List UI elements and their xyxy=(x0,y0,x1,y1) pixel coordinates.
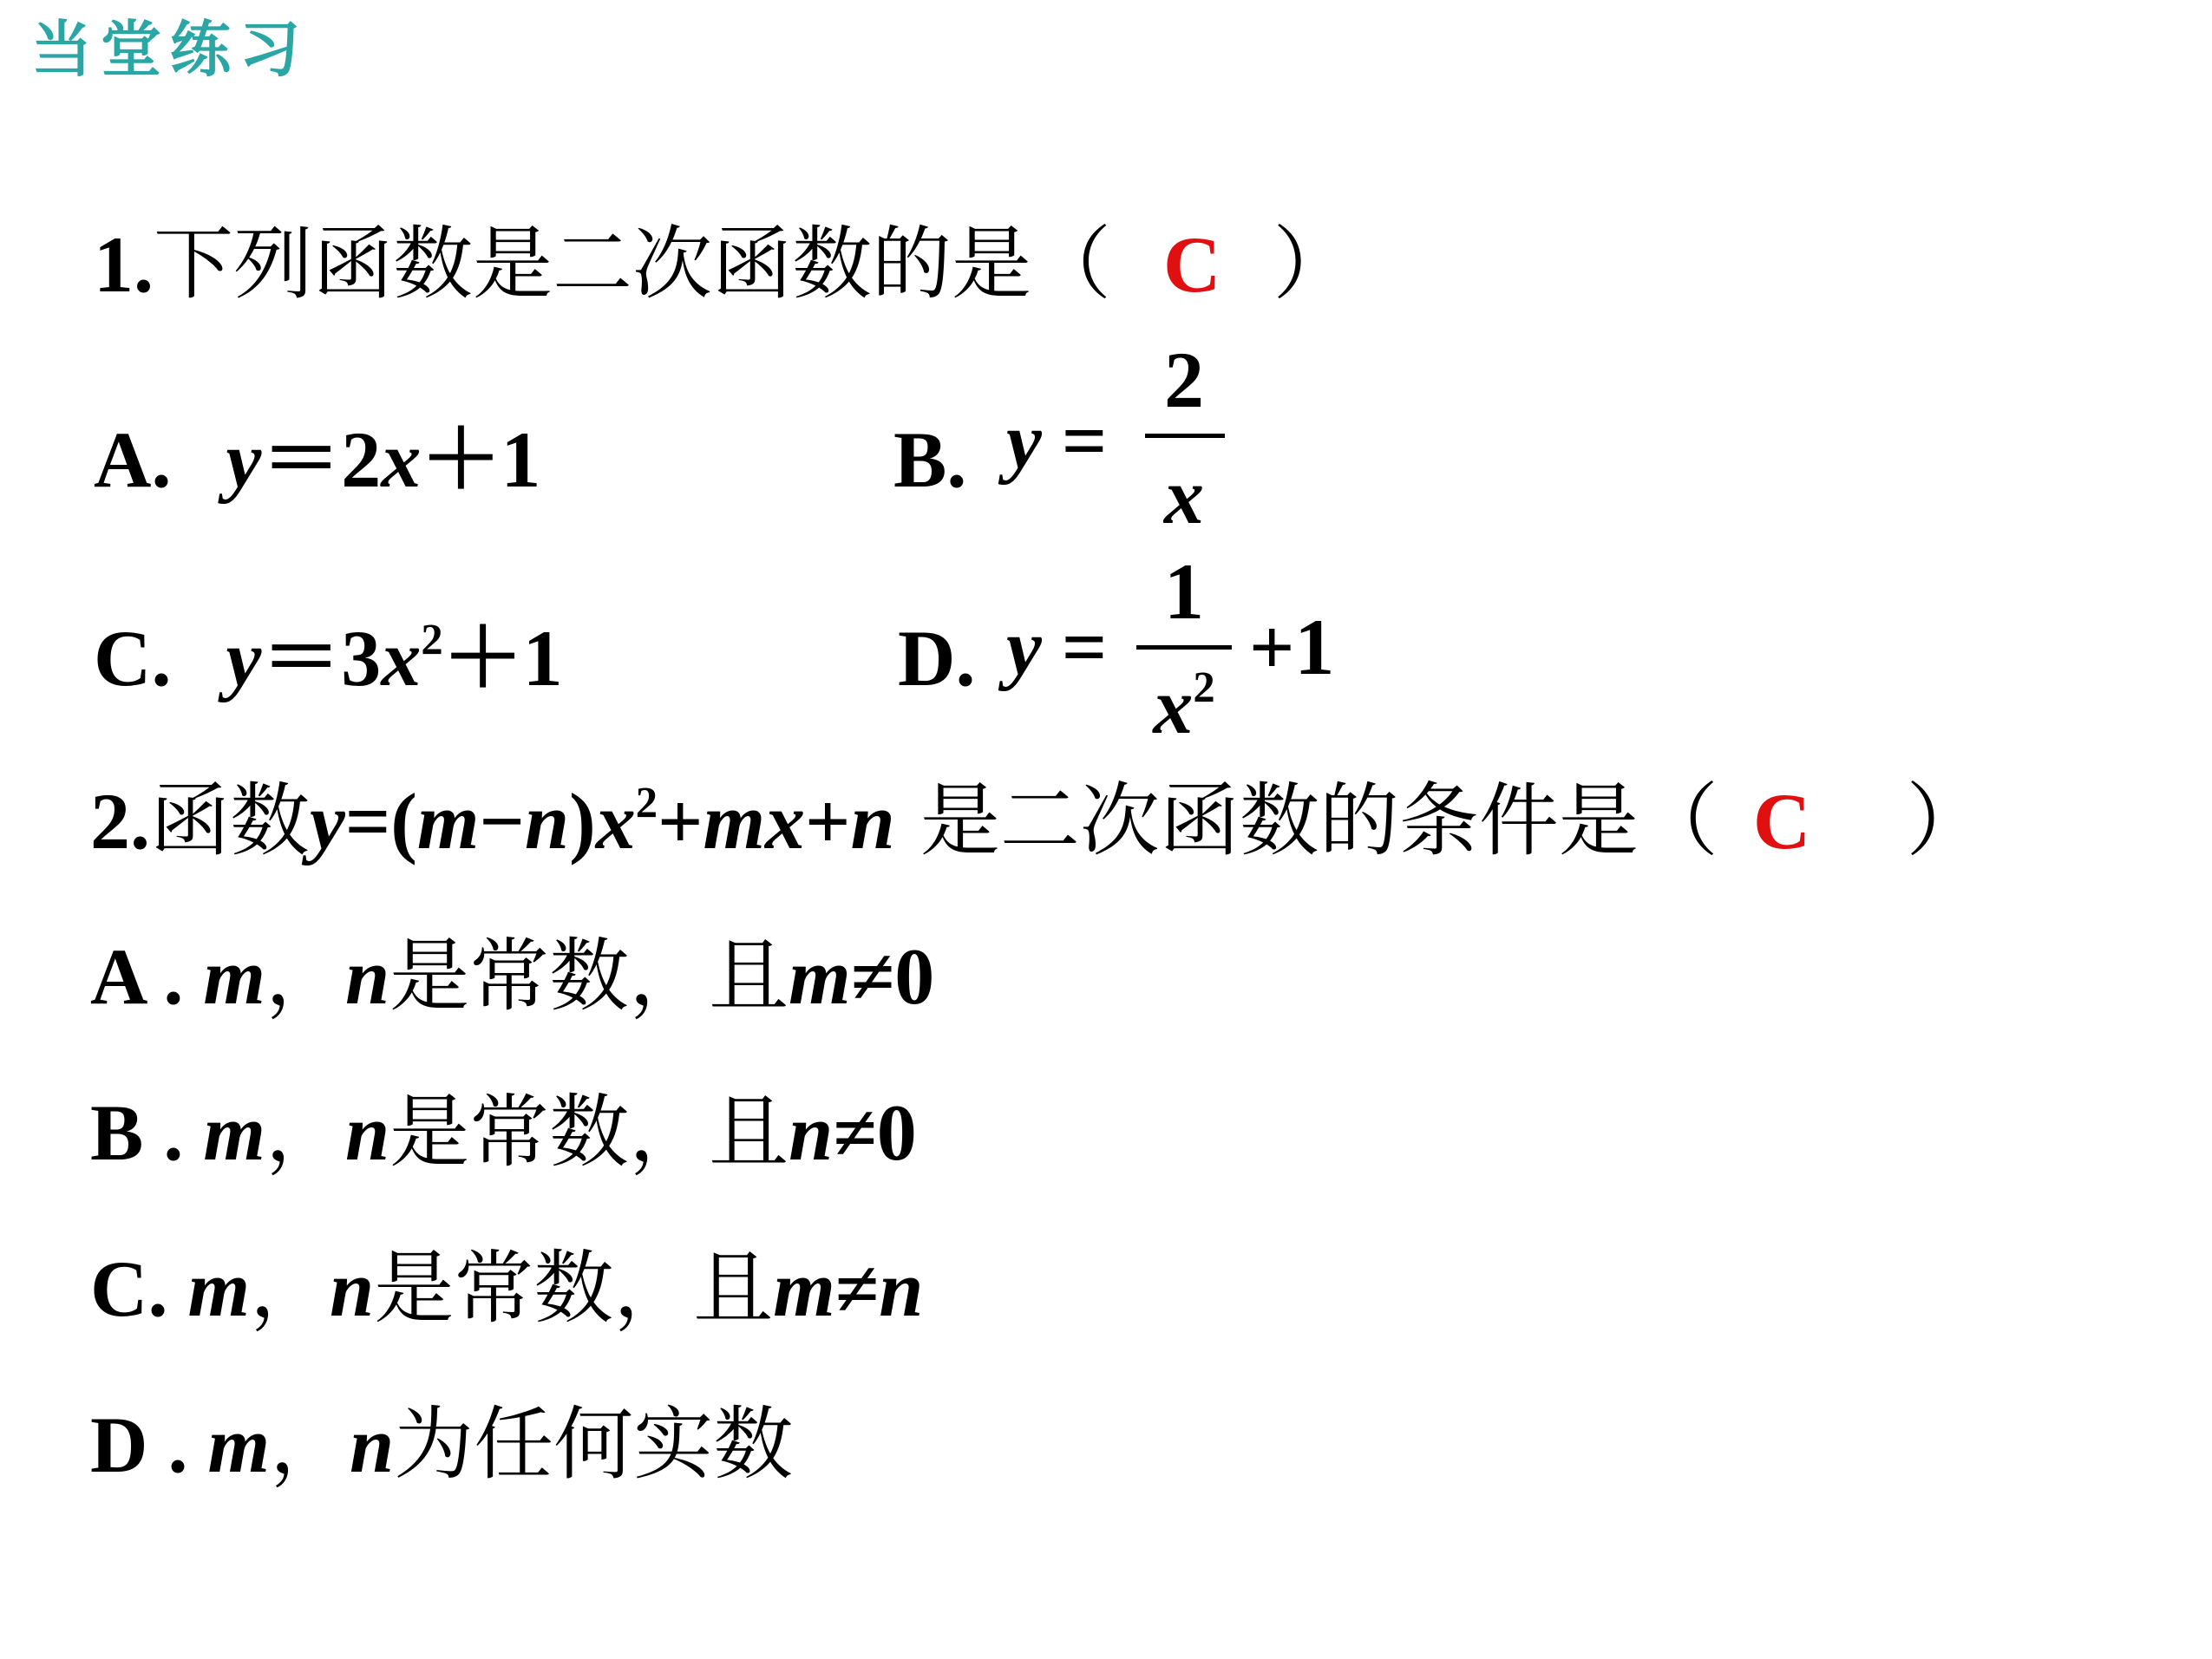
var-x: x xyxy=(381,614,422,702)
expr-part: + xyxy=(658,777,704,865)
var-m: m xyxy=(703,777,766,865)
expr-part: ＋1 xyxy=(421,415,541,504)
option-text: 是常数，且 xyxy=(389,930,789,1022)
var-n: n xyxy=(330,1244,375,1333)
var-y: y xyxy=(226,614,262,702)
var-m: m xyxy=(789,932,851,1021)
expr-part: =( xyxy=(344,777,417,865)
option-label: B . xyxy=(90,1088,184,1177)
var-m: m xyxy=(203,932,265,1021)
option-label: C. xyxy=(94,614,172,702)
separator: ， xyxy=(265,1086,345,1179)
var-m: m xyxy=(416,777,480,865)
var-m: m xyxy=(187,1244,251,1333)
denominator: x xyxy=(1153,662,1194,750)
q1-option-b-lhs xyxy=(1006,396,1108,485)
var-y: y xyxy=(310,777,345,865)
var-n: n xyxy=(344,1088,390,1177)
q2-number: 2. xyxy=(90,777,150,865)
expr-part: + xyxy=(805,777,851,865)
numerator: 1 xyxy=(1164,547,1204,636)
expr-part: ) xyxy=(569,777,596,865)
var-y: y xyxy=(1006,396,1042,485)
var-y: y xyxy=(226,415,262,504)
q1-option-b-fraction xyxy=(1145,336,1223,540)
option-label: A. xyxy=(94,415,172,504)
q1-option-d-fraction xyxy=(1136,547,1232,750)
denominator: x xyxy=(1164,452,1204,540)
expr-part: ≠0 xyxy=(833,1088,917,1177)
question-1 xyxy=(94,218,1353,310)
exponent: 2 xyxy=(635,778,658,827)
var-n: n xyxy=(344,932,390,1021)
q2-option-a xyxy=(90,930,935,1022)
q2-option-b xyxy=(90,1086,917,1179)
q2-formula xyxy=(310,777,895,865)
q1-paren-open: （ xyxy=(1031,218,1112,310)
separator: ， xyxy=(265,930,345,1022)
q1-option-c xyxy=(94,614,563,702)
q1-option-d-lhs xyxy=(1006,603,1108,691)
q1-option-a xyxy=(94,415,541,504)
numerator: 2 xyxy=(1164,336,1204,424)
q1-option-d xyxy=(898,614,976,702)
var-m: m xyxy=(203,1088,265,1177)
expr-part: ≠0 xyxy=(850,932,935,1021)
var-y: y xyxy=(1006,603,1042,691)
fraction-bar xyxy=(1136,645,1232,650)
option-text: 是常数，且 xyxy=(374,1242,774,1335)
option-label: D. xyxy=(898,614,976,702)
q1-stem: 下列函数是二次函数的是 xyxy=(154,218,1032,310)
equals-sign: = xyxy=(1061,396,1108,485)
var-x: x xyxy=(595,777,636,865)
var-n: n xyxy=(850,777,895,865)
var-m: m xyxy=(773,1244,835,1333)
option-label: B. xyxy=(893,415,967,504)
q1-number: 1. xyxy=(94,220,154,309)
exponent: 2 xyxy=(1193,663,1215,712)
option-label: D . xyxy=(90,1401,188,1489)
var-m: m xyxy=(207,1401,271,1489)
q2-option-c xyxy=(90,1242,924,1335)
option-text: 为任何实数 xyxy=(394,1398,794,1491)
expr-part: − xyxy=(479,777,525,865)
q2-answer: C xyxy=(1752,777,1811,865)
exponent: 2 xyxy=(421,615,443,664)
separator: ， xyxy=(270,1398,350,1491)
q2-stem-post: 是二次函数的条件是 xyxy=(894,774,1639,867)
expr-part: ≠ xyxy=(834,1244,880,1333)
var-n: n xyxy=(789,1088,834,1177)
question-2 xyxy=(90,774,1986,867)
expr-part: ＝2 xyxy=(261,415,382,504)
expr-part: ＋1 xyxy=(442,614,563,702)
q1-option-d-tail: +1 xyxy=(1249,603,1335,691)
q1-paren-close: ） xyxy=(1273,218,1353,310)
option-text: 是常数，且 xyxy=(389,1086,789,1179)
var-x: x xyxy=(765,777,806,865)
equals-sign: = xyxy=(1061,603,1108,691)
q2-paren-open: （ xyxy=(1638,774,1718,867)
option-label: A . xyxy=(90,932,184,1021)
var-n: n xyxy=(879,1244,924,1333)
q2-paren-close: ） xyxy=(1906,774,1986,867)
var-n: n xyxy=(350,1401,395,1489)
page-title: 当堂练习 xyxy=(31,14,309,85)
option-label: C. xyxy=(90,1244,168,1333)
var-x: x xyxy=(381,415,422,504)
q1-answer: C xyxy=(1163,220,1221,309)
var-n: n xyxy=(524,777,570,865)
q2-option-d xyxy=(90,1398,794,1491)
q2-stem-pre: 函数 xyxy=(150,774,311,867)
expr-part: ＝3 xyxy=(261,614,382,702)
q1-option-b xyxy=(893,415,967,504)
separator: ， xyxy=(250,1242,330,1335)
fraction-bar xyxy=(1145,434,1225,438)
